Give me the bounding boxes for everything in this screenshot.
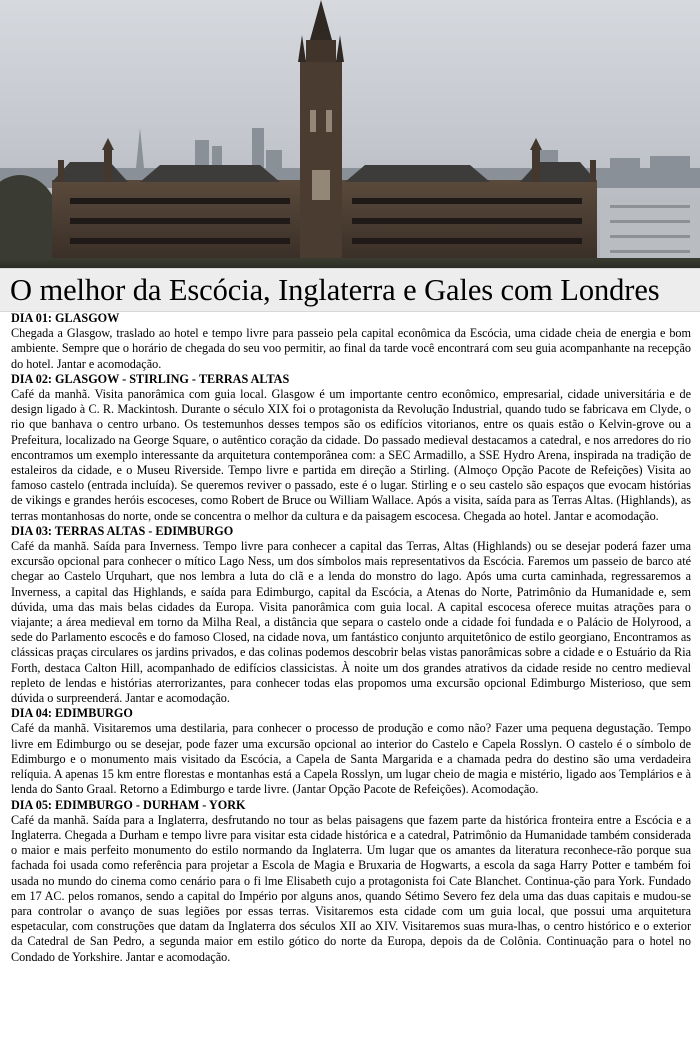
day-title: DIA 01: GLASGOW (11, 311, 120, 325)
day-text: Chegada a Glasgow, traslado ao hotel e tempo livre para passeio pela capital econômica da Escócia, uma cidade cheia de energia e bom ambiente. Sempre que o horário de chegada do seu voo permitir, ao final da tarde você encontrará com seu guia acompanhante na recepção do hotel. Jantar e acomodação. (11, 326, 691, 371)
day-title: DIA 03: TERRAS ALTAS - EDIMBURGO (11, 523, 234, 538)
glasgow-university-illustration (0, 0, 700, 268)
day-title: DIA 02: GLASGOW - STIRLING - TERRAS ALTAS (11, 371, 290, 386)
day-section (11, 311, 691, 372)
day-text: Café da manhã. Saída para a Inglaterra, desfrutando no tour as belas paisagens que fazem parte da histórica fronteira entre a Escócia e a Inglaterra. Chegada a Durham e tempo livre para visitar esta cidade histórica e a catedral, Patrimônio da Humanidade também considerada o maior e mais perfeito monumento do estilo normando da Inglaterra. Um lugar que os amantes da literatura reconhece-rão porque sua fachada foi usada como referência para projetar a Escola de Magia e Bruxaria de Hogwarts, a escola da saga Harry Potter e também foi usada no mundo do cinema como cenário para o fi lme Elisabeth cujo a protagonista foi Cate Blanchet. Continua-ção para York. Fundado em 17 AC. pelos romanos, sendo a capital do Império por alguns anos, quando Sétimo Severo fez dela uma das duas capitais e mudou-se para controlar o avanço de suas legiões por essas terras. Visitaremos esta cidade com um guia local, que possui uma arquitetura espetacular, com construções que datam da Inglaterra dos séculos XII ao XIV. Visitaremos suas mura-lhas, o centro histórico e o exterior da Catedral de San Pedro, a segunda maior em estilo gótico do norte da Europa, depois da de Colônia. Continuação para o hotel no Condado de Yorkshire. Jantar e acomodação. (11, 812, 691, 964)
day-title: DIA 05: EDIMBURGO - DURHAM - YORK (11, 797, 246, 812)
day-text: Café da manhã. Visitaremos uma destilaria, para conhecer o processo de produção e como não? Fazer uma pequena degustação. Tempo livre em Edimburgo ou se desejar, pode fazer uma excursão opcional ao interior do Castelo e Capela Rosslyn. O castelo é o símbolo de Edimburgo e o monumento mais visitado da Escócia, a Capela de Santa Margarida e a chamada pedra do destino são uma verdadeira relíquia. A apenas 15 km entre florestas e montanhas está a Capela Rosslyn, um lugar cheio de magia e mistério, ligado aos Templários e à lenda do Santo Graal. Retorno a Edimburgo e tarde livre. (Jantar Opção Pacote de Refeições). Acomodação. (11, 721, 691, 797)
day-title: DIA 04: EDIMBURGO (11, 706, 133, 721)
day-text: Café da manhã. Saída para Inverness. Tempo livre para conhecer a capital das Terras, Altas (Highlands) ou se desejar poderá fazer uma excursão opcional para conhecer o mítico Lago Ness, um dos símbolos mais representativos da Escócia. Faremos um passeio de barco até chegar ao Castelo Urquhart, que nos lembra a luta do clã e a lenda do monstro do lago. Após uma curta caminhada, regressaremos a Inverness, a capital das Highlands, e saída para Edimburgo, capital da Escócia, a Atenas do Norte, Patrimônio da Humanidade e, sem dúvida, uma das mais belas cidades da Europa. Visita panorâmica com guia local. A capital escocesa oferece muitas atrações para o viajante; a área medieval em torno da Milha Real, a distância que separa o castelo onde a cidade foi fundada e o Palácio de Holyrood, a sede do Parlamento escocês e do famoso Closed, na cidade nova, um fantástico conjunto arquitetônico de estilo georgiano, Encontramos as clássicas praças circulares os jardins privados, e das colinas podemos descobrir belas vistas panorâmicas sobre a cidade e o Estuário da Ria Forth, destaca Calton Hill, acompanhado de edifícios classicistas. À noite um dos grandes atrativos da cidade reside no centro medieval repleto de lendas e histórias aterrorizantes, para conhecer todas elas propomos uma excursão opcional Edimburgo Misterioso, que sem dúvida o surpreenderá. Jantar e acomodação. (11, 539, 691, 706)
itinerary (11, 311, 691, 965)
page-title: O melhor da Escócia, Inglaterra e Gales com Londres (10, 273, 660, 307)
title-band (0, 268, 700, 312)
hero-photo (0, 0, 700, 268)
day-section (11, 524, 691, 706)
day-section (11, 706, 691, 797)
day-section (11, 798, 691, 965)
day-text: Café da manhã. Visita panorâmica com guia local. Glasgow é um importante centro econômico, empresarial, cidade universitária e de design ligado à C. R. Mackintosh. Durante o século XIX foi o protagonista da Revolução Industrial, quando tudo se fabricava em Clyde, o rio que banhava o centro urbano. Os testemunhos desses tempos são os edifícios vitorianos, entre os quais estão o Kelvin-grove ou a Prefeitura, localizado na George Square, o autêntico coração da cidade. Do passado medieval destacamos a catedral, e nos arredores do rio encontramos um exemplo interessante da arquitetura contemporânea com: a SEC Armadillo, a SSE Hydro Arena, inspirada na tradição de estaleiros da cidade, e o Museu Riverside. Tempo livre e partida em direção a Stirling. (Almoço Opção Pacote de Refeições) Visita ao famoso castelo (entrada incluída). Se queremos reviver o passado, este é o lugar. Stirling e o seu castelo são espaços que evocam histórias de vikings e grandes heróis escoceses, como Robert de Bruce ou William Wallace. Após a visita, saída para as Terras Altas. (Highlands), as terras montanhosas do norte, onde se concentra o melhor da cultura e da paisagem escocesa. Chegada ao hotel. Jantar e acomodação. (11, 387, 691, 523)
day-section (11, 372, 691, 524)
